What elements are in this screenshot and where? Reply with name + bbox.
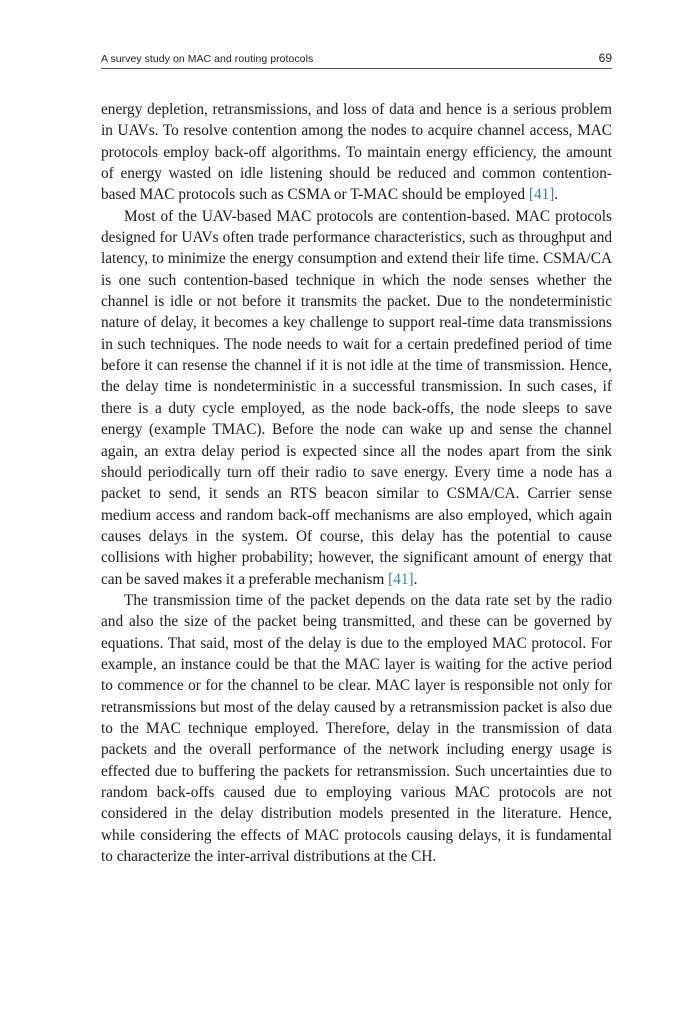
paragraph-1-text: energy depletion, retransmissions, and loss of data and hence is a serious problem in UAVs. To resolve contention among the nodes to acquire channel access, MAC protocols employ back-off algorithms. To maintain energy efficiency, the amount of energy wasted on idle listening should be reduced and common contention-based MAC protocols such as CSMA or T-MAC should be employed [101,101,612,204]
body-text [101,99,612,867]
citation-link-41-second[interactable]: [41] [388,570,414,588]
paragraph-2 [101,206,612,590]
paragraph-2-text: Most of the UAV-based MAC protocols are contention-based. MAC protocols designed for UAVs often trade performance characteristics, such as throughput and latency, to minimize the energy consumption and extend their life time. CSMA/CA is one such contention-based technique in which the node senses whether the channel is idle or not before it transmits the packet. Due to the nondeterministic nature of delay, it becomes a key challenge to support real-time data transmissions in such techniques. The node needs to wait for a certain predefined period of time before it can resense the channel if it is not idle at the time of transmission. Hence, the delay time is nondeterministic in a successful transmission. In such cases, if there is a duty cycle employed, as the node back-offs, the node sleeps to save energy (example TMAC). Before the node can wake up and sense the channel again, an extra delay period is expected since all the nodes apart from the sink should periodically turn off their radio to save energy. Every time a node has a packet to send, it sends an RTS beacon similar to CSMA/CA. Carrier sense medium access and random back-off mechanisms are also employed, which again causes delays in the system. Of course, this delay has the potential to cause collisions with higher probability; however, the significant amount of energy that can be saved makes it a preferable mechanism [101,207,612,588]
paragraph-2-end: . [413,570,418,588]
paragraph-1-end: . [554,186,559,204]
citation-link-41[interactable]: [41] [528,186,555,204]
running-header-title: A survey study on MAC and routing protocols [101,53,314,65]
page-number: 69 [598,51,612,65]
paragraph-1 [101,99,612,206]
running-header [101,50,612,69]
paragraph-3-text: The transmission time of the packet depends on the data rate set by the radio and also the size of the packet being transmitted, and these can be governed by equations. That said, most of the delay is due to the employed MAC protocol. For example, an instance could be that the MAC layer is waiting for the active period to commence or for the channel to be clear. MAC layer is responsible not only for retransmissions but most of the delay caused by a retransmission packet is also due to the MAC technique employed. Therefore, delay in the transmission of data packets and the overall performance of the network including energy usage is effected due to buffering the packets for retransmission. Such uncertainties due to random back-offs caused due to employing various MAC protocols are not considered in the delay distribution models presented in the literature. Hence, while considering the effects of MAC protocols causing delays, it is fundamental to characterize the inter-arrival distributions at the CH. [101,591,612,866]
paragraph-3 [101,590,612,867]
